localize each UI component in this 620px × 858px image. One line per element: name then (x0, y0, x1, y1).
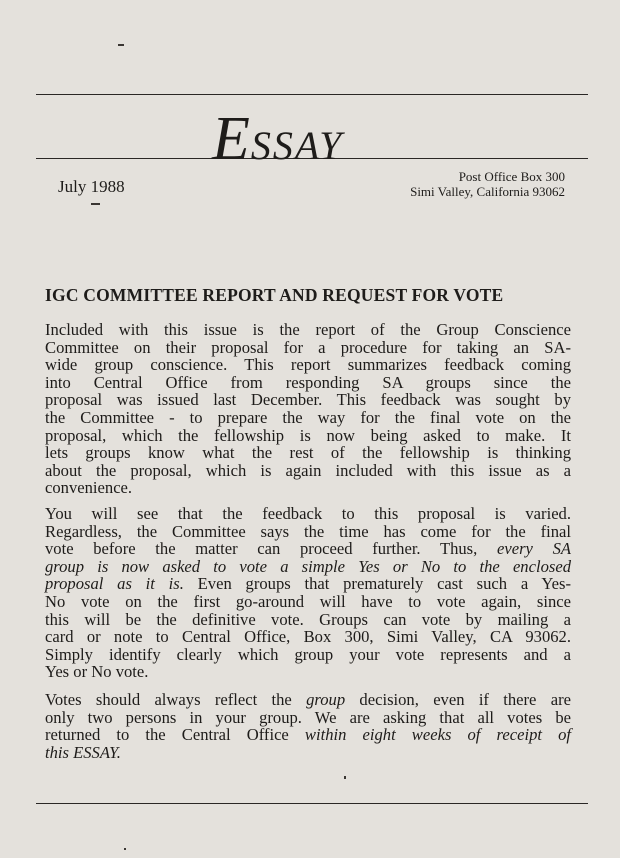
emphasis: this ESSAY. (45, 742, 121, 762)
text-line: Committee on their proposal for a procedure for taking an SA- (45, 337, 571, 357)
text-line: Regardless, the Committee says the time has come for the final (45, 521, 571, 541)
address-line-1: Post Office Box 300 (458, 169, 565, 184)
text-run: Votes should always reflect the (45, 690, 307, 709)
text-line (45, 726, 571, 744)
text-line: Included with this issue is the report of the Group Conscience (45, 320, 571, 339)
text-line (45, 575, 571, 593)
emphasis: every SA (496, 539, 571, 559)
text-line: Simply identify clearly which group your vote represents and a (45, 644, 571, 664)
emphasis: within eight weeks of receipt of (304, 725, 571, 745)
text-run: Even groups that prematurely cast such a Yes- (183, 574, 572, 594)
paper-speck (344, 776, 346, 779)
text-line (45, 691, 571, 709)
text-line: proposal, which the fellowship is now being asked to make. It (45, 425, 571, 445)
text-line: No vote on the first go-around will have to vote again, since (45, 591, 571, 611)
text-line: wide group conscience. This report summarizes feedback coming (45, 355, 571, 375)
text-line: the Committee - to prepare the way for the final vote on the (45, 407, 571, 427)
paragraph-3 (45, 691, 571, 761)
paragraph-1 (45, 321, 571, 497)
text-line: about the proposal, which is again included with this issue as a (45, 460, 571, 480)
paper-speck (118, 44, 124, 46)
article-title: IGC COMMITTEE REPORT AND REQUEST FOR VOTE (45, 285, 504, 305)
bottom-rule (36, 803, 588, 804)
text-line: card or note to Central Office, Box 300, Simi Valley, CA 93062. (45, 627, 571, 647)
text-line: lets groups know what the rest of the fellowship is thinking (45, 443, 571, 463)
text-line: You will see that the feedback to this proposal is varied. (45, 504, 571, 523)
paper-speck (124, 848, 126, 850)
paragraph-2 (45, 505, 571, 681)
text-line: only two persons in your group. We are asking that all votes be (45, 707, 571, 727)
address-line-2: Simi Valley, California 93062 (410, 184, 565, 199)
emphasis: group is now asked to vote a simple Yes or No to the enclosed (45, 556, 571, 576)
text-run: vote before the matter can proceed further. Thus, (45, 539, 497, 559)
text-line (45, 540, 571, 558)
text-line: proposal was issued last December. This feedback was sought by (45, 390, 571, 410)
masthead-initial: E (212, 105, 251, 173)
text-line (45, 558, 571, 576)
text-line (45, 744, 571, 762)
emphasis: group (306, 690, 346, 709)
masthead (212, 104, 343, 175)
text-line: this will be the definitive vote. Groups can vote by mailing a (45, 609, 571, 629)
paper-speck (91, 203, 100, 205)
text-line: convenience. (45, 478, 133, 498)
masthead-rest: SSAY (250, 123, 344, 168)
text-line: Yes or No vote. (45, 662, 149, 682)
issue-date: July 1988 (58, 177, 125, 196)
top-rule (36, 94, 588, 95)
text-line: into Central Office from responding SA groups since the (45, 372, 571, 392)
mailing-address (410, 169, 565, 199)
text-run: decision, even if there are (345, 690, 571, 709)
emphasis: proposal as it is. (45, 574, 184, 594)
text-run: returned to the Central Office (45, 725, 305, 745)
